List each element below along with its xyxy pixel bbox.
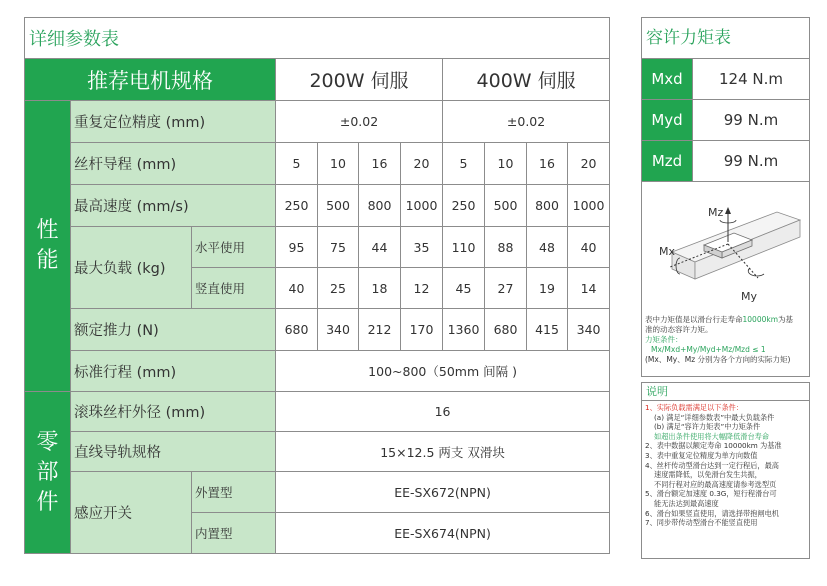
rated-thrust-cell: 212 — [359, 309, 401, 351]
max-speed-cell: 250 — [276, 185, 318, 227]
max-speed-cell: 800 — [359, 185, 401, 227]
notes-line: (b) 满足“容许力矩表”中力矩条件 — [654, 422, 761, 432]
notes-line: 6、滑台如果竖直使用，请选择带抱闸电机 — [645, 508, 779, 518]
notes-line: 7、同步带传动型滑台不能竖直使用 — [645, 518, 758, 528]
screw-diameter-label: 滚珠丝杆外径 (mm) — [71, 392, 276, 432]
model-200w-header: 200W 伺服 — [276, 59, 443, 101]
moment-key: Mzd — [642, 141, 692, 181]
max-speed-cell: 500 — [485, 185, 527, 227]
rated-thrust-cell: 170 — [401, 309, 443, 351]
max-load-vertical-cell: 25 — [318, 268, 359, 309]
rated-thrust-cell: 1360 — [443, 309, 485, 351]
max-load-horizontal-cell: 95 — [276, 227, 318, 268]
max-load-horizontal-cell: 35 — [401, 227, 443, 268]
notes-line: 不同行程对应的最高速度请参考选型页 — [654, 479, 777, 489]
guide-rail-label: 直线导轨规格 — [71, 432, 276, 472]
screw-lead-label: 丝杆导程 (mm) — [71, 143, 276, 185]
moment-key: Mxd — [642, 59, 692, 99]
moment-condition-label: 力矩条件： — [645, 335, 683, 344]
parts-section-label: 零 部 件 — [25, 392, 71, 554]
moment-condition-formula: Mx/Mxd+My/Myd+Mz/Mzd ≤ 1 — [651, 345, 766, 354]
notes-line: 2、表中数据以额定寿命 10000km 为基准 — [645, 441, 782, 451]
notes-line: 3、表中重复定位精度为单方向数值 — [645, 450, 758, 460]
model-400w-header: 400W 伺服 — [443, 59, 610, 101]
moment-value: 99 N.m — [692, 141, 809, 181]
moment-note — [645, 315, 808, 365]
max-load-vertical-cell: 14 — [568, 268, 610, 309]
notes-title: 说明 — [642, 383, 809, 401]
max-speed-cell: 1000 — [568, 185, 610, 227]
mz-label: Mz — [708, 206, 724, 219]
moment-condition-note: (Mx、My、Mz 分别为各个方向的实际力矩) — [645, 355, 791, 364]
screw-lead-cell: 5 — [443, 143, 485, 185]
notes-line: 1、实际负载需满足以下条件： — [645, 403, 744, 412]
rated-thrust-label: 额定推力 (N) — [71, 309, 276, 351]
notes-panel — [641, 382, 810, 559]
rated-thrust-cell: 340 — [318, 309, 359, 351]
notes-body — [642, 401, 809, 530]
guide-rail-value: 15×12.5 两支 双滑块 — [276, 432, 610, 472]
moment-row-mzd — [642, 141, 809, 182]
moment-row-mxd — [642, 59, 809, 100]
moment-note-line: 表中力矩值是以滑台行走寿命10000km为基 — [645, 315, 794, 324]
spec-title: 详细参数表 — [25, 18, 610, 59]
mz-arrow — [725, 207, 731, 214]
max-load-vertical-label: 竖直使用 — [192, 268, 276, 309]
moment-value: 124 N.m — [692, 59, 809, 99]
stroke-value: 100~800（50mm 间隔 ) — [276, 351, 610, 392]
screw-diameter-value: 16 — [276, 392, 610, 432]
max-load-horizontal-cell: 48 — [527, 227, 568, 268]
notes-line: 能无法达到最高速度 — [654, 498, 719, 508]
sensor-external-label: 外置型 — [192, 472, 276, 513]
moment-key: Myd — [642, 100, 692, 140]
notes-line: 4、丝杆传动型滑台达到一定行程后，最高 — [645, 460, 779, 470]
moment-note-line: 准的动态容许力矩。 — [645, 325, 713, 334]
repeat-accuracy-label: 重复定位精度 (mm) — [71, 101, 276, 143]
max-load-horizontal-cell: 88 — [485, 227, 527, 268]
max-load-vertical-cell: 18 — [359, 268, 401, 309]
moment-row-myd — [642, 100, 809, 141]
max-load-vertical-cell: 45 — [443, 268, 485, 309]
rated-thrust-cell: 680 — [276, 309, 318, 351]
performance-section-label: 性 能 — [25, 101, 71, 392]
screw-lead-cell: 16 — [359, 143, 401, 185]
rated-thrust-cell: 415 — [527, 309, 568, 351]
repeat-accuracy-400w: ±0.02 — [443, 101, 610, 143]
mx-label: Mx — [659, 245, 676, 258]
max-speed-cell: 250 — [443, 185, 485, 227]
max-load-horizontal-cell: 75 — [318, 227, 359, 268]
notes-line: (a) 满足“详细参数表”中最大负载条件 — [654, 412, 775, 422]
max-load-vertical-cell: 27 — [485, 268, 527, 309]
max-speed-cell: 1000 — [401, 185, 443, 227]
notes-line: 速度需降低，以免滑台发生共振， — [654, 470, 762, 480]
max-load-vertical-cell: 40 — [276, 268, 318, 309]
sensor-internal-value: EE-SX674(NPN) — [276, 513, 610, 554]
max-speed-label: 最高速度 (mm/s) — [71, 185, 276, 227]
screw-lead-cell: 10 — [485, 143, 527, 185]
rated-thrust-cell: 340 — [568, 309, 610, 351]
max-load-horizontal-cell: 40 — [568, 227, 610, 268]
recommended-motor-header: 推荐电机规格 — [25, 59, 276, 101]
max-load-horizontal-cell: 110 — [443, 227, 485, 268]
spec-table — [24, 17, 610, 554]
max-load-vertical-cell: 19 — [527, 268, 568, 309]
notes-line: 如超出条件使用将大幅降低滑台寿命 — [654, 431, 770, 441]
screw-lead-cell: 5 — [276, 143, 318, 185]
moment-value: 99 N.m — [692, 100, 809, 140]
repeat-accuracy-200w: ±0.02 — [276, 101, 443, 143]
max-load-vertical-cell: 12 — [401, 268, 443, 309]
my-label: My — [741, 290, 758, 303]
screw-lead-cell: 16 — [527, 143, 568, 185]
max-load-horizontal-label: 水平使用 — [192, 227, 276, 268]
screw-lead-cell: 10 — [318, 143, 359, 185]
sensor-internal-label: 内置型 — [192, 513, 276, 554]
max-speed-cell: 500 — [318, 185, 359, 227]
rated-thrust-cell: 680 — [485, 309, 527, 351]
max-load-horizontal-cell: 44 — [359, 227, 401, 268]
notes-line: 5、滑台额定加速度 0.3G，短行程滑台可 — [645, 489, 777, 499]
max-speed-cell: 800 — [527, 185, 568, 227]
max-load-label: 最大负载 (kg) — [71, 227, 192, 309]
sensor-label: 感应开关 — [71, 472, 192, 554]
screw-lead-cell: 20 — [568, 143, 610, 185]
moment-title: 容许力矩表 — [642, 18, 809, 59]
moment-panel — [641, 17, 810, 377]
screw-lead-cell: 20 — [401, 143, 443, 185]
sensor-external-value: EE-SX672(NPN) — [276, 472, 610, 513]
stroke-label: 标准行程 (mm) — [71, 351, 276, 392]
moment-axis-diagram — [642, 182, 809, 317]
